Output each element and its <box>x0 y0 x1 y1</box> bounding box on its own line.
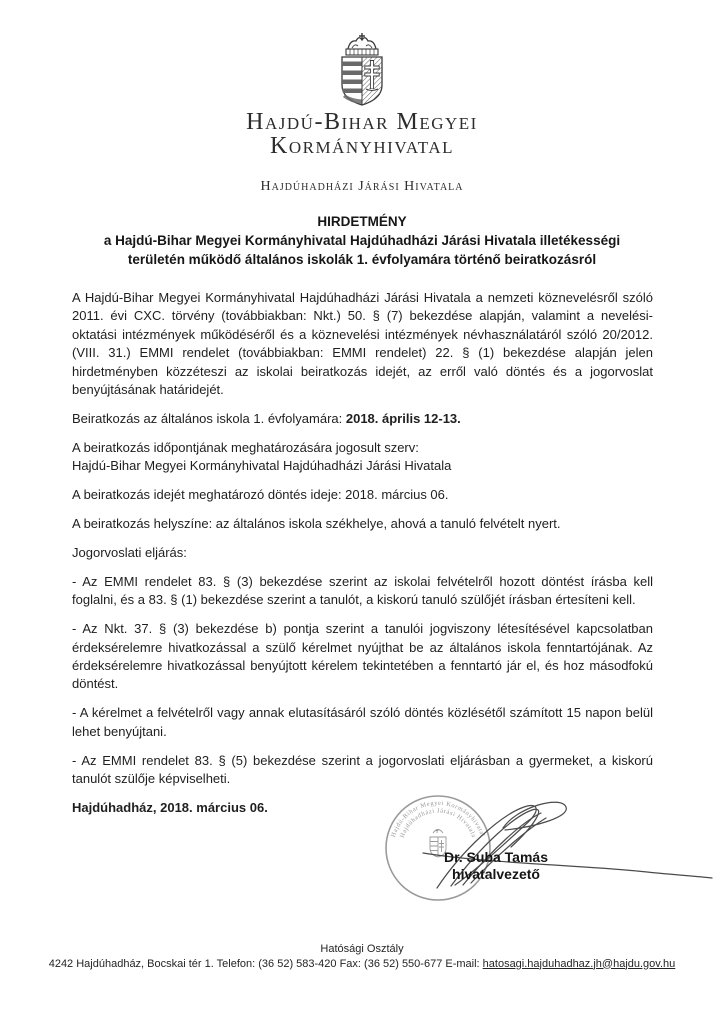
appeal-item: - Az Nkt. 37. § (3) bekezdése b) pontja szerint a tanulói jogviszony létesítésével kapcsolatban érdeksérelemre hivatkozással a szülő kérelmet nyújthat be az általános iskola fenntartójának. Az érdeksérelemre hivatkozással benyújtott kérelem tekintetében a fenntartó jár el, és hoz másodfokú döntést. <box>72 621 653 692</box>
org-name-line2: Kormányhivatal <box>270 133 454 159</box>
footer-email-link[interactable]: hatosagi.hajduhadhaz.jh@hajdu.gov.hu <box>482 957 676 970</box>
appeal-item: - Az EMMI rendelet 83. § (5) bekezdése szerint a jogorvoslati eljárásban a gyermeket, a kiskorú tanulót szülője képviselheti. <box>72 752 653 787</box>
footer <box>0 942 724 971</box>
intro-paragraph: A Hajdú-Bihar Megyei Kormányhivatal Hajdúhadházi Járási Hivatala a nemzeti köznevelésről szóló 2011. évi CXC. törvény (továbbiakban: Nkt.) 50. § (7) bekezdése alapján, valamint a nevelési-oktatási intézmények működéséről és a köznevelési intézmények névhasználatáról szóló 20/2012. (VIII. 31.) EMMI rendelet (továbbiakban: EMMI rendelet) 22. § (1) bekezdése alapján jelen hirdetményben közzéteszi az iskolai beiratkozás idejét, az erről való döntés és a jogorvoslat benyújtásának határidejét. <box>72 290 653 398</box>
appeal-heading: Jogorvoslati eljárás: <box>72 544 187 560</box>
enrollment-date: 2018. április 12-13. <box>345 410 461 426</box>
footer-department: Hatósági Osztály <box>320 943 404 955</box>
doc-subtitle-line1: a Hajdú-Bihar Megyei Kormányhivatal Hajdúhadházi Járási Hivatala illetékességi <box>103 233 621 248</box>
location-line: A beiratkozás helyszíne: az általános iskola székhelye, ahová a tanuló felvételt nyert. <box>72 516 561 532</box>
doc-heading: HIRDETMÉNY <box>317 214 407 229</box>
appeal-item: - A kérelmet a felvételről vagy annak elutasításáról szóló döntés közlésétől számított 15 napon belül lehet benyújtani. <box>72 705 653 739</box>
appeal-item: - Az EMMI rendelet 83. § (3) bekezdése szerint az iskolai felvételről hozott döntést írásba kell foglalni, és a 83. § (1) bekezdése szerint a tanulót, a kiskorú tanuló szülőjét írásban értesíteni kell. <box>72 573 653 608</box>
enrollment-line <box>72 410 653 428</box>
authority-name: Hajdú-Bihar Megyei Kormányhivatal Hajdúhadházi Járási Hivatala <box>72 458 452 474</box>
signer-title: hivatalvezető <box>452 866 540 882</box>
sub-org-name: Hajdúhadházi Járási Hivatala <box>260 179 464 194</box>
date-place-line: Hajdúhadház, 2018. március 06. <box>72 799 268 815</box>
title-block <box>40 212 684 269</box>
signature-block <box>375 785 715 925</box>
document-body <box>72 289 653 828</box>
enrollment-label: Beiratkozás az általános iskola 1. évfolyamára: <box>72 410 346 426</box>
footer-address-text: 4242 Hajdúhadház, Bocskai tér 1. Telefon: (36 52) 583-420 Fax: (36 52) 550-677 E-mail: <box>48 957 483 970</box>
org-name-line1: Hajdú-Bihar Megyei <box>246 109 478 135</box>
doc-subtitle-line2: területén működő általános iskolák 1. évfolyamára történő beiratkozásról <box>127 252 597 267</box>
decision-line: A beiratkozás idejét meghatározó döntés ideje: 2018. március 06. <box>72 487 449 503</box>
stamp-text-outer: Hajdú-Bihar Megyei Kormányhivatal <box>389 799 487 839</box>
stamp-text-inner: Hajdúhadházi Járási Hivatala <box>398 807 478 839</box>
stamp-icon <box>386 796 490 900</box>
signer-name: Dr. Suba Tamás <box>443 849 548 865</box>
authority-label: A beiratkozás időpontjának meghatározására jogosult szerv: <box>72 439 419 455</box>
coat-of-arms-icon <box>0 32 724 108</box>
authority-paragraph <box>72 439 653 476</box>
footer-address-line <box>0 957 724 972</box>
